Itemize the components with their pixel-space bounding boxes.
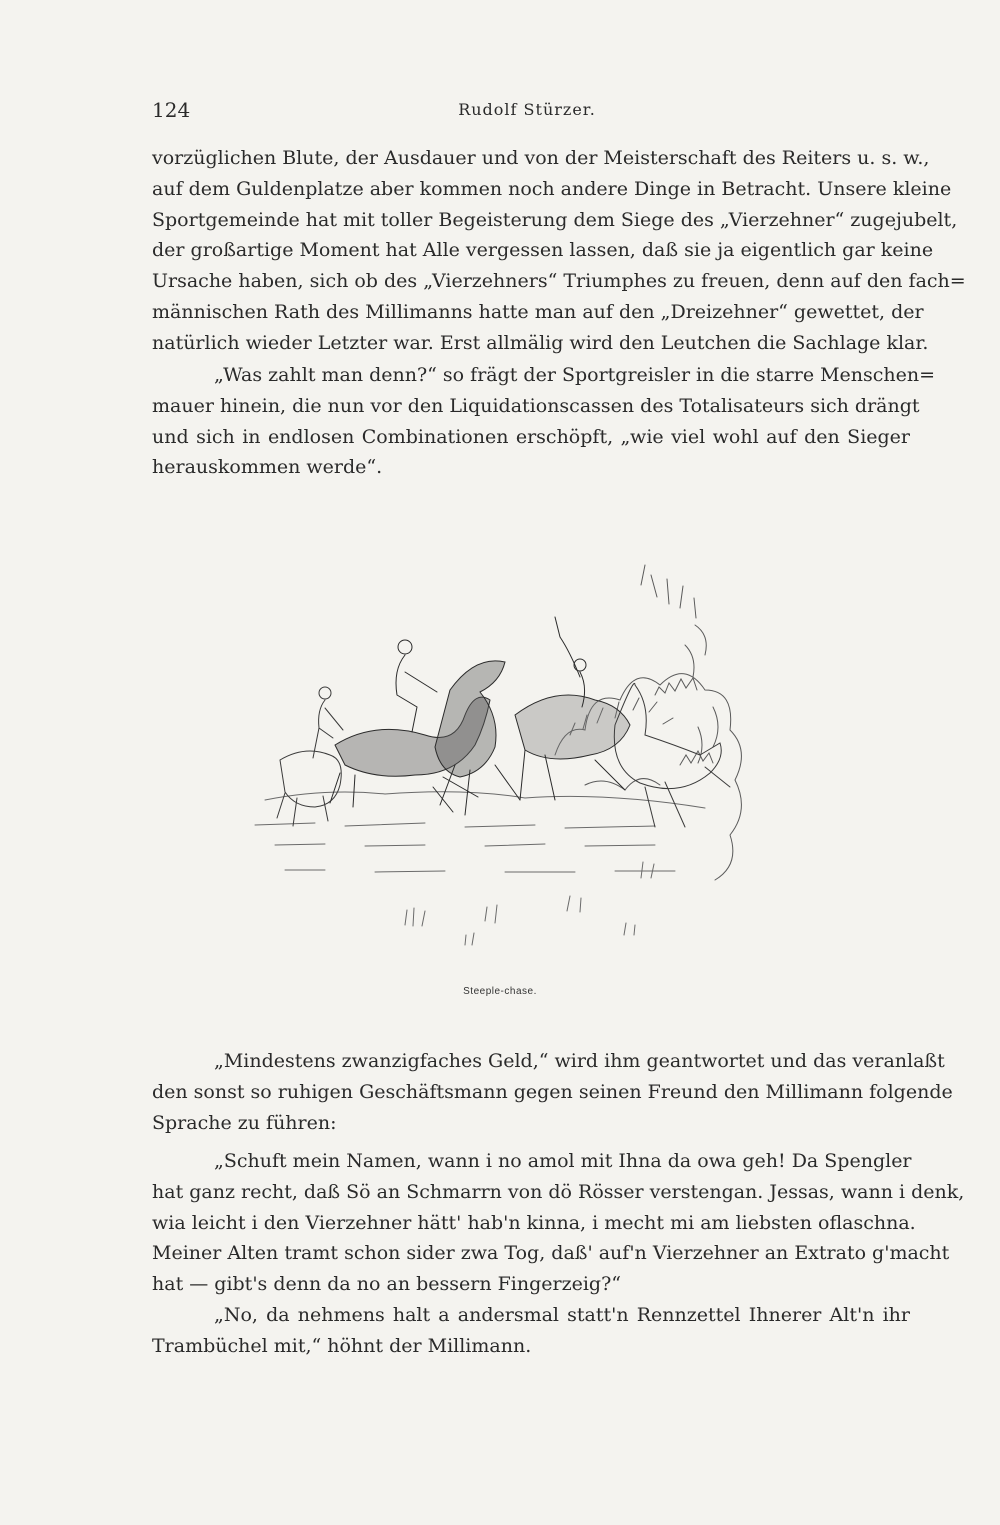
ground — [255, 792, 705, 945]
text-line: natürlich wieder Letzter war. Erst allmälig wird den Leutchen die Sachlage klar. — [152, 331, 929, 354]
text-line: herauskommen werde“. — [152, 456, 383, 479]
illustration-caption: Steeple-chase. — [463, 986, 537, 997]
text-line: hat — gibt's denn da no an bessern Fingerzeig?“ — [152, 1273, 621, 1296]
text-line: der großartige Moment hat Alle vergessen lassen, daß sie ja eigentlich gar keine — [152, 239, 934, 262]
paragraph-4 — [152, 1146, 965, 1300]
horse-rider-5 — [614, 683, 730, 827]
text-line: auf dem Guldenplatze aber kommen noch andere Dinge in Betracht. Unsere kleine — [152, 177, 952, 200]
paragraph-5 — [152, 1300, 910, 1362]
running-head: Rudolf Stürzer. — [458, 100, 596, 119]
text-line: Ursache haben, sich ob des „Vierzehners“ Triumphes zu freuen, denn auf den fach= — [152, 270, 966, 293]
text-line: „Mindestens zwanzigfaches Geld,“ wird ihm geantwortet und das veranlaßt — [214, 1050, 945, 1072]
text-line: Sportgemeinde hat mit toller Begeisterung dem Siege des „Vierzehner“ zugejubelt, — [152, 208, 958, 231]
text-line: „No, da nehmens halt a andersmal statt'n Rennzettel Ihnerer Alt'n ihr — [214, 1304, 910, 1326]
text-line: hat ganz recht, daß Sö an Schmarrn von dö Rösser verstengan. Jessas, wann i denk, — [152, 1180, 965, 1203]
text-line: mauer hinein, die nun vor den Liquidationscassen des Totalisateurs sich drängt — [152, 394, 920, 417]
horse-rider-4 — [515, 617, 630, 800]
text-line: Sprache zu führen: — [152, 1111, 337, 1134]
steeple-chase-illustration — [225, 525, 765, 975]
text-line: und sich in endlosen Combinationen erschöpft, „wie viel wohl auf den Sieger — [152, 425, 910, 448]
paragraph-2 — [152, 360, 936, 483]
text-line: wia leicht i den Vierzehner hätt' hab'n kinna, i mecht mi am liebsten oflaschna. — [152, 1211, 916, 1234]
horse-rider-1 — [277, 687, 343, 826]
paragraph-1 — [152, 143, 966, 359]
text-line: Trambüchel mit,“ höhnt der Millimann. — [152, 1334, 532, 1357]
text-line: männischen Rath des Millimanns hatte man auf den „Dreizehner“ gewettet, der — [152, 300, 924, 323]
paragraph-3 — [152, 1046, 953, 1138]
text-line: Meiner Alten tramt schon sider zwa Tog, daß' auf'n Vierzehner an Extrato g'macht — [152, 1242, 950, 1265]
text-line: „Schuft mein Namen, wann i no amol mit Ihna da owa geh! Da Spengler — [214, 1150, 912, 1172]
page-header — [152, 98, 902, 128]
text-line: den sonst so ruhigen Geschäftsmann gegen seinen Freund den Millimann folgende — [152, 1080, 953, 1103]
text-line: „Was zahlt man denn?“ so frägt der Sportgreisler in die starre Menschen= — [214, 364, 936, 386]
page-number: 124 — [152, 98, 191, 122]
text-line: vorzüglichen Blute, der Ausdauer und von der Meisterschaft des Reiters u. s. w., — [152, 147, 930, 169]
